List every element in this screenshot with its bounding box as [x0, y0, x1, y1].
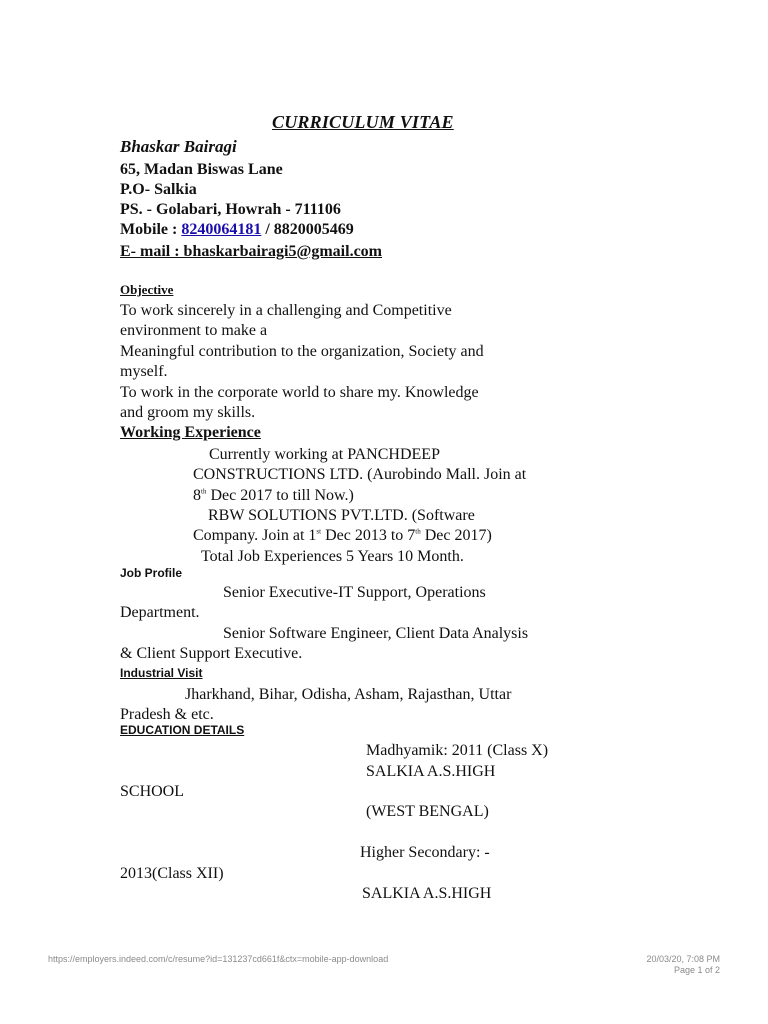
ordinal-suffix: st [316, 527, 322, 536]
mobile-separator: / [261, 221, 274, 238]
objective-line: and groom my skills. [120, 404, 256, 421]
mobile-line [120, 220, 354, 240]
experience-line: RBW SOLUTIONS PVT.LTD. (Software [208, 507, 475, 524]
experience-text: Company. Join at 1 [193, 527, 317, 544]
education-heading: EDUCATION DETAILS [120, 723, 245, 737]
job-profile-heading: Job Profile [120, 566, 183, 580]
objective-line: myself. [120, 363, 168, 380]
mobile-secondary: 8820005469 [273, 221, 354, 238]
objective-line: Meaningful contribution to the organization, Society and [120, 343, 484, 360]
education-line: SALKIA A.S.HIGH [366, 763, 496, 780]
address-line-2: P.O- Salkia [120, 181, 197, 198]
ordinal-suffix: th [201, 487, 207, 496]
objective-heading: Objective [120, 282, 174, 297]
industrial-visit-line: Pradesh & etc. [120, 706, 214, 723]
industrial-visit-line: Jharkhand, Bihar, Odisha, Asham, Rajasthan, Uttar [185, 686, 512, 703]
footer-page-number: Page 1 of 2 [673, 965, 720, 975]
industrial-visit-heading: Industrial Visit [120, 666, 203, 680]
document-title: CURRICULUM VITAE [272, 112, 454, 132]
education-line: (WEST BENGAL) [366, 803, 489, 820]
education-line: SALKIA A.S.HIGH [362, 885, 492, 902]
experience-line: Currently working at PANCHDEEP [209, 446, 440, 463]
ordinal-suffix: th [415, 527, 421, 536]
education-line: 2013(Class XII) [120, 865, 224, 882]
experience-line [193, 486, 354, 506]
job-profile-line: Senior Executive-IT Support, Operations [223, 584, 486, 601]
footer-datetime: 20/03/20, 7:08 PM [646, 954, 720, 964]
footer-url: https://employers.indeed.com/c/resume?id=131237cd661f&ctx=mobile-app-download [48, 954, 389, 964]
education-line: Madhyamik: 2011 (Class X) [366, 742, 549, 759]
job-profile-line: & Client Support Executive. [120, 645, 303, 662]
experience-line: Total Job Experiences 5 Years 10 Month. [201, 548, 464, 565]
mobile-label: Mobile : [120, 221, 182, 238]
address-line-3: PS. - Golabari, Howrah - 711106 [120, 201, 341, 218]
experience-line [193, 526, 492, 546]
address-line-1: 65, Madan Biswas Lane [120, 161, 283, 178]
email-line: E- mail : bhaskarbairagi5@gmail.com [120, 243, 382, 260]
experience-text: Dec 2013 to 7 [321, 527, 416, 544]
objective-line: To work sincerely in a challenging and Competitive [120, 302, 452, 319]
objective-line: environment to make a [120, 322, 268, 339]
job-profile-line: Senior Software Engineer, Client Data Analysis [223, 625, 529, 642]
experience-text: 8 [193, 487, 201, 504]
candidate-name: Bhaskar Bairagi [120, 137, 237, 156]
job-profile-line: Department. [120, 604, 200, 621]
mobile-primary-link[interactable]: 8240064181 [181, 221, 262, 238]
objective-line: To work in the corporate world to share my. Knowledge [120, 384, 479, 401]
experience-text: Dec 2017) [420, 527, 492, 544]
experience-line: CONSTRUCTIONS LTD. (Aurobindo Mall. Join at [193, 466, 527, 483]
education-line: SCHOOL [120, 783, 185, 800]
education-line: Higher Secondary: - [360, 844, 490, 861]
experience-text: Dec 2017 to till Now.) [206, 487, 354, 504]
working-experience-heading: Working Experience [120, 424, 261, 441]
